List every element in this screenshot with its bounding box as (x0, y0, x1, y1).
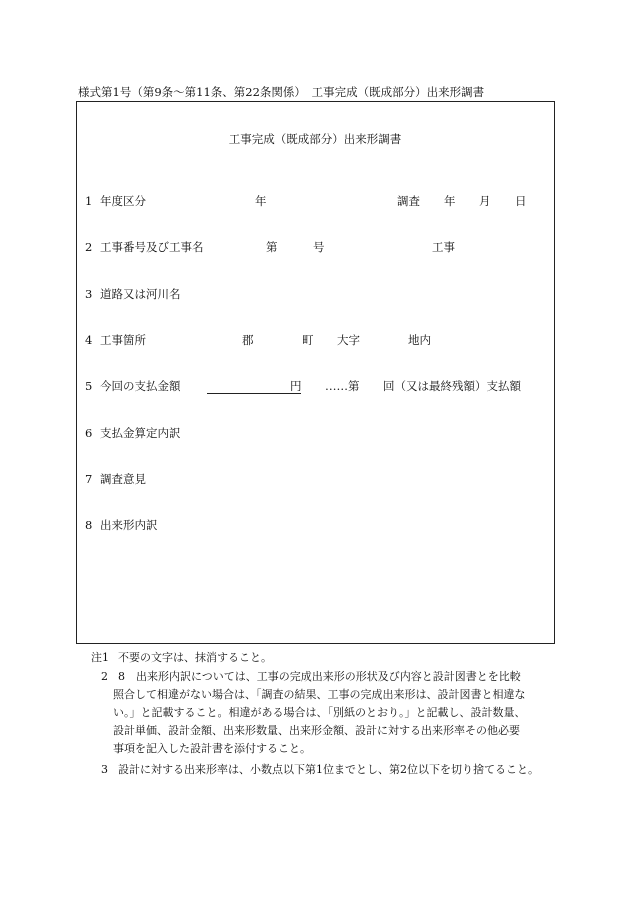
row-number: 1 (85, 194, 93, 208)
note-text: 不要の文字は、抹消すること。 (118, 651, 272, 664)
row-label: 工事番号及び工事名 (100, 240, 204, 254)
form-frame (76, 101, 555, 644)
year-unit: 年 (255, 194, 267, 208)
document-title: 工事完成（既成部分）出来形調書 (228, 132, 402, 146)
note-text: 照合して相違がない場合は、「調査の結果、工事の完成出来形は、設計図書と相違な (113, 688, 526, 701)
installment-suffix: 回（又は最終残額）支払額 (383, 379, 521, 393)
survey-day-unit: 日 (515, 194, 527, 208)
number-suffix: 号 (313, 240, 325, 254)
row-label: 道路又は河川名 (100, 287, 181, 301)
number-prefix: 第 (266, 240, 278, 254)
form-header: 様式第1号（第9条～第11条、第22条関係） 工事完成（既成部分）出来形調書 (78, 85, 485, 99)
note-text: 8 出来形内訳については、工事の完成出来形の形状及び内容と設計図書とを比較 (118, 670, 521, 683)
installment-prefix: ……第 (325, 379, 360, 393)
note-number: 注1 (91, 651, 109, 664)
row-label: 出来形内訳 (100, 518, 158, 532)
town-unit: 町 (302, 333, 314, 347)
note-text: 設計に対する出来形率は、小数点以下第1位までとし、第2位以下を切り捨てること。 (118, 763, 539, 776)
county-unit: 郡 (242, 333, 254, 347)
row-number: 6 (85, 426, 93, 440)
survey-year-unit: 年 (444, 194, 456, 208)
row-number: 5 (85, 379, 93, 393)
note-number: 3 (101, 763, 108, 776)
row-label: 年度区分 (100, 194, 146, 208)
row-label: 工事箇所 (100, 333, 146, 347)
row-number: 4 (85, 333, 93, 347)
note-text: 設計単価、設計金額、出来形数量、出来形金額、設計に対する出来形率その他必要 (113, 724, 520, 737)
note-text: 事項を記入した設計書を添付すること。 (113, 742, 311, 755)
row-number: 2 (85, 240, 93, 254)
row-number: 8 (85, 518, 93, 532)
row-label: 今回の支払金額 (100, 379, 181, 393)
oaza-unit: 大字 (337, 333, 360, 347)
row-number: 7 (85, 472, 93, 486)
note-number: 2 (101, 670, 108, 683)
row-label: 調査意見 (100, 472, 146, 486)
yen-unit: 円 (290, 379, 302, 393)
work-suffix: 工事 (432, 240, 455, 254)
survey-label: 調査 (397, 194, 420, 208)
survey-month-unit: 月 (479, 194, 491, 208)
area-unit: 地内 (408, 333, 431, 347)
row-number: 3 (85, 287, 93, 301)
note-text: い。」と記載すること。相違がある場合は、「別紙のとおり。」と記載し、設計数量、 (113, 706, 526, 719)
row-label: 支払金算定内訳 (100, 426, 181, 440)
amount-blank-line (207, 393, 301, 394)
